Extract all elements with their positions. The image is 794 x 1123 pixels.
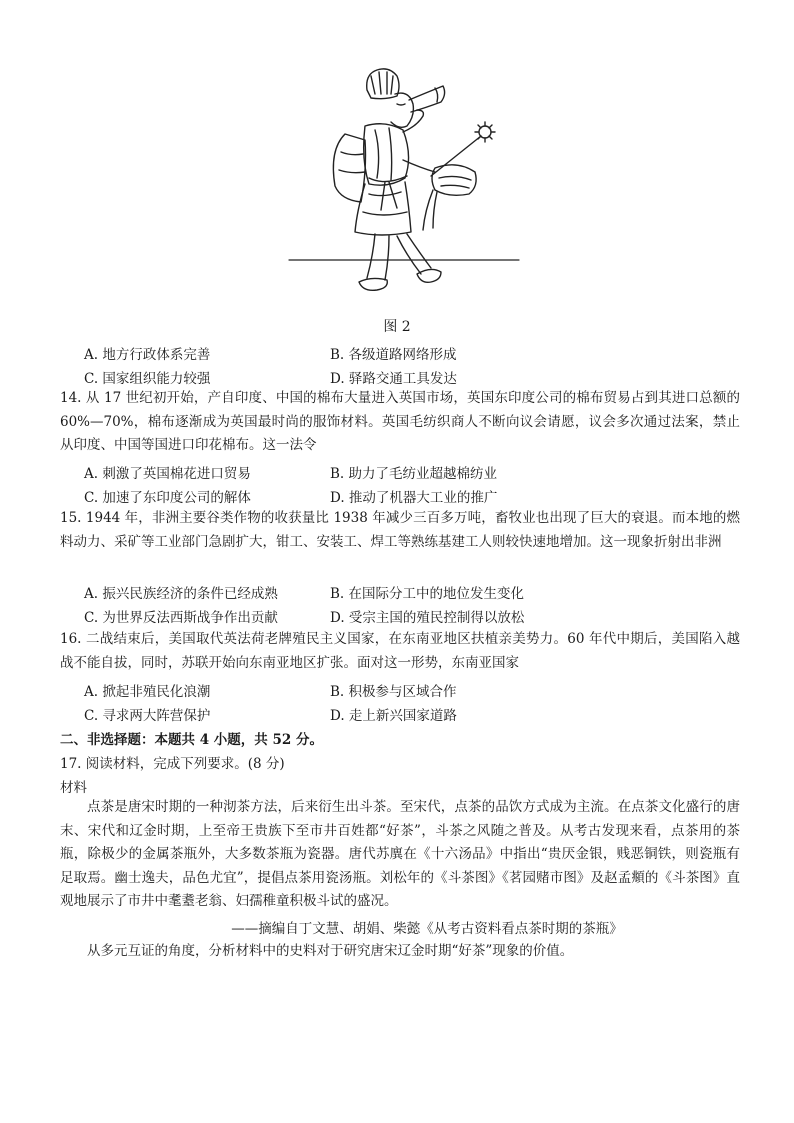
figure-caption: 图 2 bbox=[383, 319, 411, 335]
q15-option-c[interactable]: C. 为世界反法西斯战争作出贡献 bbox=[84, 610, 278, 626]
q14-option-c[interactable]: C. 加速了东印度公司的解体 bbox=[84, 490, 251, 506]
q14-option-d[interactable]: D. 推动了机器大工业的推广 bbox=[330, 490, 498, 506]
q16-option-a[interactable]: A. 掀起非殖民化浪潮 bbox=[84, 684, 211, 700]
q14-option-a[interactable]: A. 刺激了英国棉花进口贸易 bbox=[84, 466, 251, 482]
q17-material-label: 材料 bbox=[60, 780, 87, 796]
q13-option-a[interactable]: A. 地方行政体系完善 bbox=[84, 347, 211, 363]
q15-stem: 15. 1944 年，非洲主要谷类作物的收获量比 1938 年减少三百多万吨，畜牧业也出现了巨大的衰退。而本地的燃料动力、采矿等工业部门急剧扩大，钳工、安装工、焊工等熟练基建工人则较快速地增加。这一现象折射出非洲 bbox=[60, 510, 740, 550]
q16-option-d[interactable]: D. 走上新兴国家道路 bbox=[330, 708, 457, 724]
q15-option-b[interactable]: B. 在国际分工中的地位发生变化 bbox=[330, 586, 525, 602]
q17-task: 从多元互证的角度，分析材料中的史料对于研究唐宋辽金时期“好茶”现象的价值。 bbox=[87, 943, 574, 959]
q13-option-c[interactable]: C. 国家组织能力较强 bbox=[84, 371, 211, 387]
q13-option-d[interactable]: D. 驿路交通工具发达 bbox=[330, 371, 457, 387]
q14-stem: 14. 从 17 世纪初开始，产自印度、中国的棉布大量进入英国市场，英国东印度公司的棉布贸易占到其进口总额的 60%—70%，棉布逐渐成为英国最时尚的服饰材料。英国毛纺织商人不断向议会请愿，议会多次通过法案，禁止从印度、中国等国进口印花棉布。这一法令 bbox=[60, 390, 740, 453]
section-2-title: 二、非选择题：本题共 4 小题，共 52 分。 bbox=[60, 732, 323, 748]
q16-option-c[interactable]: C. 寻求两大阵营保护 bbox=[84, 708, 211, 724]
q16-option-b[interactable]: B. 积极参与区域合作 bbox=[330, 684, 457, 700]
q14-option-b[interactable]: B. 助力了毛纺业超越棉纺业 bbox=[330, 466, 498, 482]
courier-figure-drawing bbox=[285, 60, 525, 315]
q13-option-b[interactable]: B. 各级道路网络形成 bbox=[330, 347, 457, 363]
q16-stem: 16. 二战结束后，美国取代英法荷老牌殖民主义国家，在东南亚地区扶植亲美势力。60 年代中期后，美国陷入越战不能自拔，同时，苏联开始向东南亚地区扩张。面对这一形势，东南亚国家 bbox=[60, 631, 740, 671]
q17-material-text: 点茶是唐宋时期的一种沏茶方法，后来衍生出斗茶。至宋代，点茶的品饮方式成为主流。在点茶文化盛行的唐末、宋代和辽金时期，上至帝王贵族下至市井百姓都“好茶”，斗茶之风随之普及。从考古发现来看，点茶用的茶瓶，除极少的金属茶瓶外，大多数茶瓶为瓷器。唐代苏廙在《十六汤品》中指出“贵厌金银，贱恶铜铁，则瓷瓶有足取焉。幽士逸夫，品色尤宜”，提倡点茶用瓷汤瓶。刘松年的《斗茶图》《茗园赌市图》及赵孟頫的《斗茶图》直观地展示了市井中耄耋老翁、妇孺稚童积极斗试的盛况。 bbox=[60, 799, 740, 909]
figure-illustration bbox=[285, 60, 525, 315]
q15-option-a[interactable]: A. 振兴民族经济的条件已经成熟 bbox=[84, 586, 278, 602]
q15-option-d[interactable]: D. 受宗主国的殖民控制得以放松 bbox=[330, 610, 525, 626]
q17-stem: 17. 阅读材料，完成下列要求。(8 分) bbox=[60, 756, 285, 772]
q17-source: ——摘编自丁文慧、胡娟、柴懿《从考古资料看点茶时期的茶瓶》 bbox=[231, 921, 623, 937]
